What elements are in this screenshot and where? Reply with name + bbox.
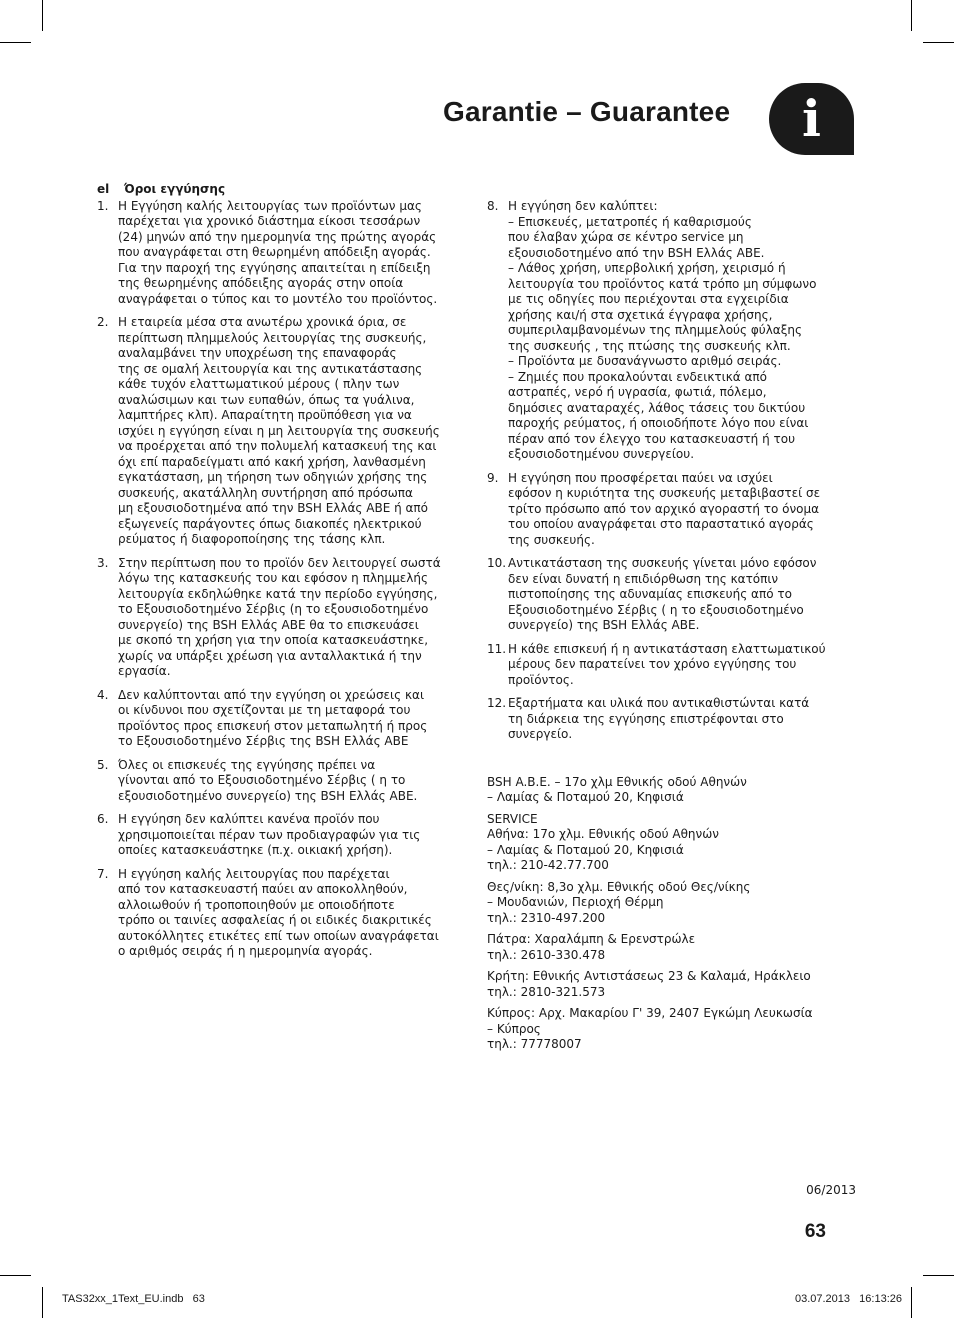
item-text: Η εγγύηση καλής λειτουργίας που παρέχεται από τον κατασκευαστή παύει αν αποκολληθούν, αλλοιωθούν ή τροποποιηθούν με οποιοδήποτε τρόπο οι ταινίες ασφαλείας ή οι ειδικές διακριτικές αυτοκόλλητες ετικέτες επί των οποίων αναγράφεται ο αριθμός σειράς ή η ημερομηνία αγοράς. — [118, 866, 439, 958]
crop-mark — [923, 1275, 954, 1276]
list-item — [487, 471, 859, 549]
file-info: TAS32xx_1Text_EU.indb 63 — [62, 1293, 205, 1305]
item-number: 6. — [97, 812, 109, 826]
list-item — [487, 642, 859, 689]
item-number: 11. — [487, 641, 507, 656]
list-item — [97, 556, 469, 680]
section-heading — [97, 182, 469, 198]
crop-mark — [42, 0, 43, 31]
item-text: Δεν καλύπτονται από την εγγύηση οι χρεώσεις και οι κίνδυνοι που σχετίζονται με τη μεταφορά του προϊόντος προς επισκευή στον μεταπωλητή ή προς το Εξουσιοδοτημένο Σέρβις της BSH Ελλάς ΑΒΕ — [118, 687, 428, 748]
item-text: Η κάθε επισκευή ή η αντικατάσταση ελαττωματικού μέρους δεν παρατείνει τον χρόνο εγγύησης του προϊόντος. — [508, 641, 826, 687]
print-timestamp: 03.07.2013 16:13:26 — [794, 1293, 902, 1305]
list-item — [97, 867, 469, 960]
item-number: 1. — [97, 198, 109, 213]
list-item — [97, 812, 469, 859]
item-number: 7. — [97, 866, 109, 881]
item-number: 3. — [97, 555, 109, 570]
crop-mark — [0, 42, 31, 43]
list-item — [97, 688, 469, 750]
language-code: el — [97, 182, 110, 196]
item-text: Όλες οι επισκευές της εγγύησης πρέπει να γίνονται από το Εξουσιοδοτημένο Σέρβις ( η το εξουσιοδοτημένο συνεργείο) της BSH Ελλάς ΑΒΕ. — [118, 757, 418, 803]
right-column — [487, 199, 859, 1059]
item-number: 5. — [97, 757, 109, 772]
item-text: Η εγγύηση δεν καλύπτει: – Επισκευές, μετατροπές ή καθαρισμούς που έλαβαν χώρα σε κέντρο service μη εξουσιοδοτημένο από την BSH Ελλάς ΑΒΕ. – Λάθος χρήση, υπερβολική χρήση, χειρισμό ή λειτουργία του προϊόντος κατά τρόπο μη σύμφωνο με τις οδηγίες που περιέχονται στα εγχειρίδια χρήσης και/ή στα σχετικά έγγραφα χρήσης, συμπεριλαμβανομένων της πλημμελούς φύλαξης της συσκευής , της πτώσης της συσκευής κλπ. – Προϊόντα με δυσανάγνωστο αριθμό σειράς. – Ζημιές που προκαλούνται ενδεικτικά από αστραπές, νερό ή υγρασία, φωτιά, πόλεμο, δημόσιες αναταραχές, λάθος τάσεις του δικτύου παροχής ρεύματος, ή οποιοδήποτε λόγο που είναι πέραν από τον έλεγχο του κατασκευαστή ή του εξουσιοδοτημένου συνεργείου. — [508, 199, 817, 461]
item-text: Στην περίπτωση που το προϊόν δεν λειτουργεί σωστά λόγω της κατασκευής του και εφόσον η πλημμελής λειτουργία εκδηλώθηκε κατά την περίοδο εγγύησης, το Εξουσιοδοτημένο Σέρβις (η το εξουσιοδοτημένο συνεργείο) της BSH Ελλάς ΑΒΕ θα το επισκευάσει με σκοπό τη χρήση για την οποία κατασκευάστηκε, χωρίς να υπάρξει χρέωση για ανταλλακτικά ή την εργασία. — [118, 555, 441, 678]
list-item — [487, 696, 859, 743]
item-number: 8. — [487, 199, 499, 213]
item-text: Αντικατάσταση της συσκευής γίνεται μόνο εφόσον δεν είναι δυνατή η επιδιόρθωση της κατόπιν πιστοποίησης της αδυναμίας επισκευής από το Εξουσιοδοτημένο Σέρβις ( η το εξουσιοδοτημένο συνεργείο) της BSH Ελλάς ΑΒΕ. — [508, 556, 817, 632]
crop-mark — [911, 0, 912, 31]
service-patra: Πάτρα: Χαραλάμπη & Ερενστρώλε τηλ.: 2610-330.478 — [487, 932, 696, 962]
item-text: Η Εγγύηση καλής λειτουργίας των προϊόντων μας παρέχεται για χρονικό διάστημα είκοσι τεσσάρων (24) μηνών από την ημερομηνία της πρώτης αγοράς που αναγράφεται στη θεωρημένη απόδειξη αγοράς. Για την παροχή της εγγύησης απαιτείται η επίδειξη της θεωρημένης απόδειξης αγοράς στην οποία αναγράφεται ο τύπος και το μοντέλο του προϊόντος. — [118, 198, 438, 306]
crop-mark — [911, 1287, 912, 1318]
heading-text: Όροι εγγύησης — [124, 182, 226, 196]
page-number: 63 — [804, 1221, 826, 1242]
item-number: 10. — [487, 556, 507, 570]
list-item — [97, 758, 469, 805]
service-thessaloniki: Θες/νίκη: 8,3ο χλμ. Εθνικής οδού Θες/νίκης – Μουδανιών, Περιοχή Θέρμη τηλ.: 2310-497.200 — [487, 879, 751, 925]
crop-mark — [0, 1275, 31, 1276]
page-title: Garantie – Guarantee — [443, 96, 731, 127]
company-address: BSH A.B.E. – 17ο χλμ Εθνικής οδού Αθηνών – Λαμίας & Ποταμού 20, Κηφισιά — [487, 774, 747, 804]
item-number: 4. — [97, 687, 109, 702]
service-athens: SERVICE Αθήνα: 17ο χλμ. Εθνικής οδού Αθηνών – Λαμίας & Ποταμού 20, Κηφισιά τηλ.: 210-42.77.700 — [487, 811, 719, 872]
item-number: 9. — [487, 470, 499, 485]
spacer — [487, 751, 859, 775]
list-item — [97, 199, 469, 308]
service-cyprus: Κύπρος: Αρχ. Μακαρίου Γ' 39, 2407 Εγκώμη Λευκωσία – Κύπρος τηλ.: 77778007 — [487, 1006, 813, 1051]
list-item — [487, 199, 859, 463]
list-item — [97, 315, 469, 548]
item-number: 2. — [97, 315, 109, 329]
info-icon — [769, 83, 854, 155]
crop-mark — [42, 1287, 43, 1318]
item-number: 12. — [487, 696, 507, 710]
item-text: Η εγγύηση που προσφέρεται παύει να ισχύει εφόσον η κυριότητα της συσκευής μεταβιβαστεί σε τρίτο πρόσωπο από τον αρχικό αγοραστή το όνομα του οποίου αναγράφεται στο παραστατικό αγοράς της συσκευής. — [508, 470, 821, 547]
info-glyph: i — [802, 89, 821, 148]
edition-date: 06/2013 — [806, 1183, 856, 1197]
item-text: Εξαρτήματα και υλικά που αντικαθιστώνται κατά τη διάρκεια της εγγύησης επιστρέφονται στο συνεργείο. — [508, 696, 810, 741]
left-column — [97, 182, 469, 968]
service-crete: Κρήτη: Εθνικής Αντιστάσεως 23 & Καλαμά, Ηράκλειο τηλ.: 2810-321.573 — [487, 969, 811, 999]
item-text: Η εταιρεία μέσα στα ανωτέρω χρονικά όρια, σε περίπτωση πλημμελούς λειτουργίας της συσκευής, αναλαμβάνει την υποχρέωση της επαναφοράς της σε ομαλή λειτουργία και της αντικατάστασης κάθε τυχόν ελαττωματικού μέρους ( πλην των αναλώσιμων και των ευπαθών, όπως τα γυάλινα, λαμπτήρες κλπ). Απαραίτητη προϋπόθεση για να ισχύει η εγγύηση είναι η μη λειτουργία της συσκευής να προέρχεται από την πολυμελή κατασκευή της και όχι επί παραδείγματι από κακή χρήση, λανθασμένη εγκατάσταση, μη τήρηση των οδηγιών χρήσης της συσκευής, ακατάλληλη συντήρηση από πρόσωπα μη εξουσιοδοτημένα από την BSH Ελλάς ΑΒΕ ή από εξωγενείς παράγοντες όπως διακοπές ηλεκτρικού ρεύματος ή διαφοροποίησης της τάσης κλπ. — [118, 315, 440, 546]
item-text: Η εγγύηση δεν καλύπτει κανένα προϊόν που χρησιμοποιείται πέραν των προδιαγραφών για τις οποίες κατασκευάστηκε (π.χ. οικιακή χρήση). — [118, 812, 421, 857]
list-item — [487, 556, 859, 634]
crop-mark — [923, 42, 954, 43]
